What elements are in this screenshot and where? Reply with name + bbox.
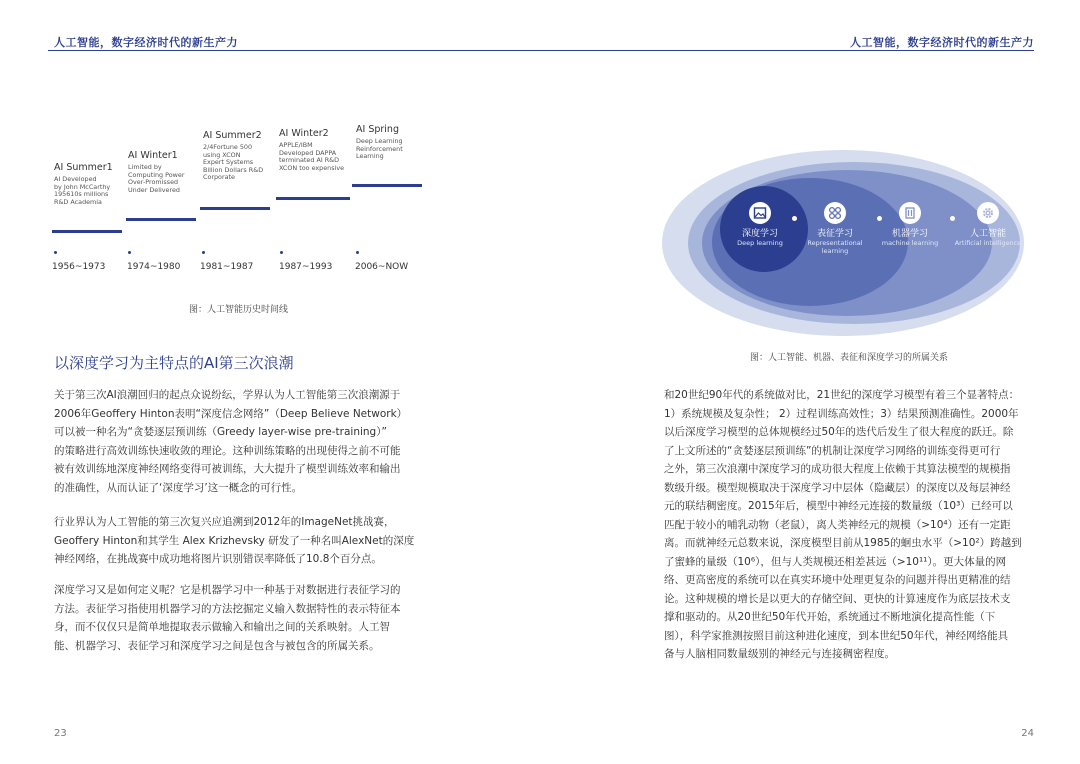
- phase-period: 1956~1973: [52, 262, 106, 272]
- node-label-cn: 表征学习: [816, 229, 853, 239]
- timeline-phase: [128, 150, 184, 194]
- timeline-phase: [203, 130, 263, 182]
- running-header-left: 人工智能，数字经济时代的新生产力: [54, 36, 238, 49]
- right-page: [540, 0, 1080, 764]
- diagram-caption: 图：人工智能、机器、表征和深度学习的所属关系: [750, 353, 949, 363]
- node-artificial-intelligence: [948, 202, 1028, 247]
- timeline-dot: [128, 251, 131, 254]
- node-representational-learning: [795, 202, 875, 255]
- phase-bar: [276, 197, 350, 200]
- image-icon: [749, 202, 771, 224]
- phase-desc: AI Developed by John McCarthy 195610s millions R&D Academia: [54, 175, 111, 206]
- timeline-phase: [54, 162, 113, 206]
- node-label-en: Deep learning: [737, 239, 783, 247]
- phase-period: 1981~1987: [200, 262, 254, 272]
- paragraph-3: 深度学习又是如何定义呢？它是机器学习中一种基于对数据进行表征学习的 方法。表征学习指使用机器学习的方法挖掘定义输入数据特性的表示特征本 身，而不仅仅只是简单地提取表示做输入和输出之间的关系映射。人工智 能、机器学习、表征学习和深度学习之间是包含与被包含的所属关系。: [54, 584, 401, 652]
- phase-desc: Limited by Computing Power Over-Promissed Under Delivered: [128, 163, 185, 194]
- node-label-en: Representational: [807, 239, 863, 247]
- node-deep-learning: [720, 202, 800, 247]
- phase-period: 2006~NOW: [355, 262, 409, 272]
- grid-icon: [824, 202, 846, 224]
- node-label-en: machine learning: [881, 239, 939, 247]
- node-label-cn: 机器学习: [891, 229, 928, 239]
- node-label-en: learning: [821, 247, 849, 255]
- phase-title: AI Winter1: [128, 150, 178, 161]
- phase-bar: [200, 207, 270, 210]
- node-machine-learning: [870, 202, 950, 247]
- building-icon: [899, 202, 921, 224]
- phase-desc: Deep Learning Reinforcement Learning: [356, 137, 403, 161]
- phase-title: AI Spring: [356, 124, 399, 135]
- header-rule-left: [48, 50, 540, 51]
- node-label-cn: 人工智能: [969, 229, 1006, 239]
- page-number-right: 24: [1021, 728, 1034, 739]
- phase-period: 1974~1980: [127, 262, 181, 272]
- phase-title: AI Summer1: [54, 162, 113, 173]
- phase-bar: [126, 218, 196, 221]
- header-rule-right: [540, 50, 1034, 51]
- phase-period: 1987~1993: [279, 262, 333, 272]
- gear-icon: [977, 202, 999, 224]
- phase-bar: [352, 184, 422, 187]
- paragraph-2: 行业界认为人工智能的第三次复兴应追溯到2012年的ImageNet挑战赛， Geoffery Hinton和其学生 Alex Krizhevsky 研发了一种名叫AlexNet的深度 神经网络，在挑战赛中成功地将图片识别错误率降低了10.8个百分点。: [54, 516, 415, 565]
- paragraph-1: 关于第三次AI浪潮回归的起点众说纷纭，学界认为人工智能第三次浪潮源于 2006年Geoffery Hinton表明“深度信念网络”（Deep Believe Network） 可以被一种名为“贪婪逐层预训练（Greedy layer-wise pre-training）” 的策略进行高效训练快速收敛的理论。这种训练策略的出现使得之前不可能 被有效训练地深度神经网络变得可被训练，大大提升了模型训练效率和输出 的准确性，从而认证了‘深度学习’这一概念的可行性。: [54, 389, 408, 494]
- node-label-cn: 深度学习: [741, 229, 778, 239]
- timeline-dot: [54, 251, 57, 254]
- timeline-dot: [202, 251, 205, 254]
- node-label-en: Artificial intelligence: [954, 239, 1022, 247]
- timeline-dot: [356, 251, 359, 254]
- timeline-caption: 图：人工智能历史时间线: [189, 305, 289, 315]
- page-number-left: 23: [54, 728, 67, 739]
- timeline-phase: [279, 128, 344, 172]
- phase-title: AI Summer2: [203, 130, 262, 141]
- timeline-phase: [356, 124, 403, 161]
- phase-title: AI Winter2: [279, 128, 329, 139]
- paragraph-right: 和20世纪90年代的系统做对比，21世纪的深度学习模型有着三个显著特点： 1）系统规模及复杂性； 2）过程训练高效性；3）结果预测准确性。2000年 以后深度学习模型的总体规模经过50年的迭代后发生了很大程度的跃迁。除 了上文所述的“贪婪逐层预训练”的机制让深度学习网络的训练变得更可行 之外，第三次浪潮中深度学习的成功很大程度上依赖于其算法模型的规模指 数级升级。模型规模取决于深度学习中层体（隐藏层）的深度以及每层神经 元的联结稠密度。2015年后，模型中神经元连接的数量级（10³）已经可以 匹配于较小的哺乳动物（老鼠），离人类神经元的规模（>10⁴）还有一定距 离。而就神经元总数来说，深度模型目前从1985的蛔虫水平（>10²）跨越到 了蜜蜂的量级（10⁶），但与人类规模还相差甚远（>10¹¹）。更大体量的网 络、更高密度的系统可以在真实环境中处理更复杂的问题并得出更精准的结 论。这种规模的增长是以更大的存储空间、更快的计算速度作为底层技术支 撑和驱动的。从20世纪50年代开始，系统通过不断地演化提高性能（下 图），科学家推测按照目前这种进化速度，到本世纪50年代，神经网络能具 备与人脑相同数量级别的神经元与连接稠密程度。: [664, 389, 1022, 660]
- section-title: 以深度学习为主特点的AI第三次浪潮: [54, 354, 294, 372]
- running-header-right: 人工智能，数字经济时代的新生产力: [850, 36, 1034, 49]
- timeline-dot: [280, 251, 283, 254]
- phase-bar: [52, 230, 122, 233]
- phase-desc: 2/4Fortune 500 using XCON Expert Systems Billion Dollars R&D Corporate: [203, 143, 264, 182]
- phase-desc: APPLE/IBM Developed DAPPA terminated AI R&D XCON too expensive: [279, 141, 345, 172]
